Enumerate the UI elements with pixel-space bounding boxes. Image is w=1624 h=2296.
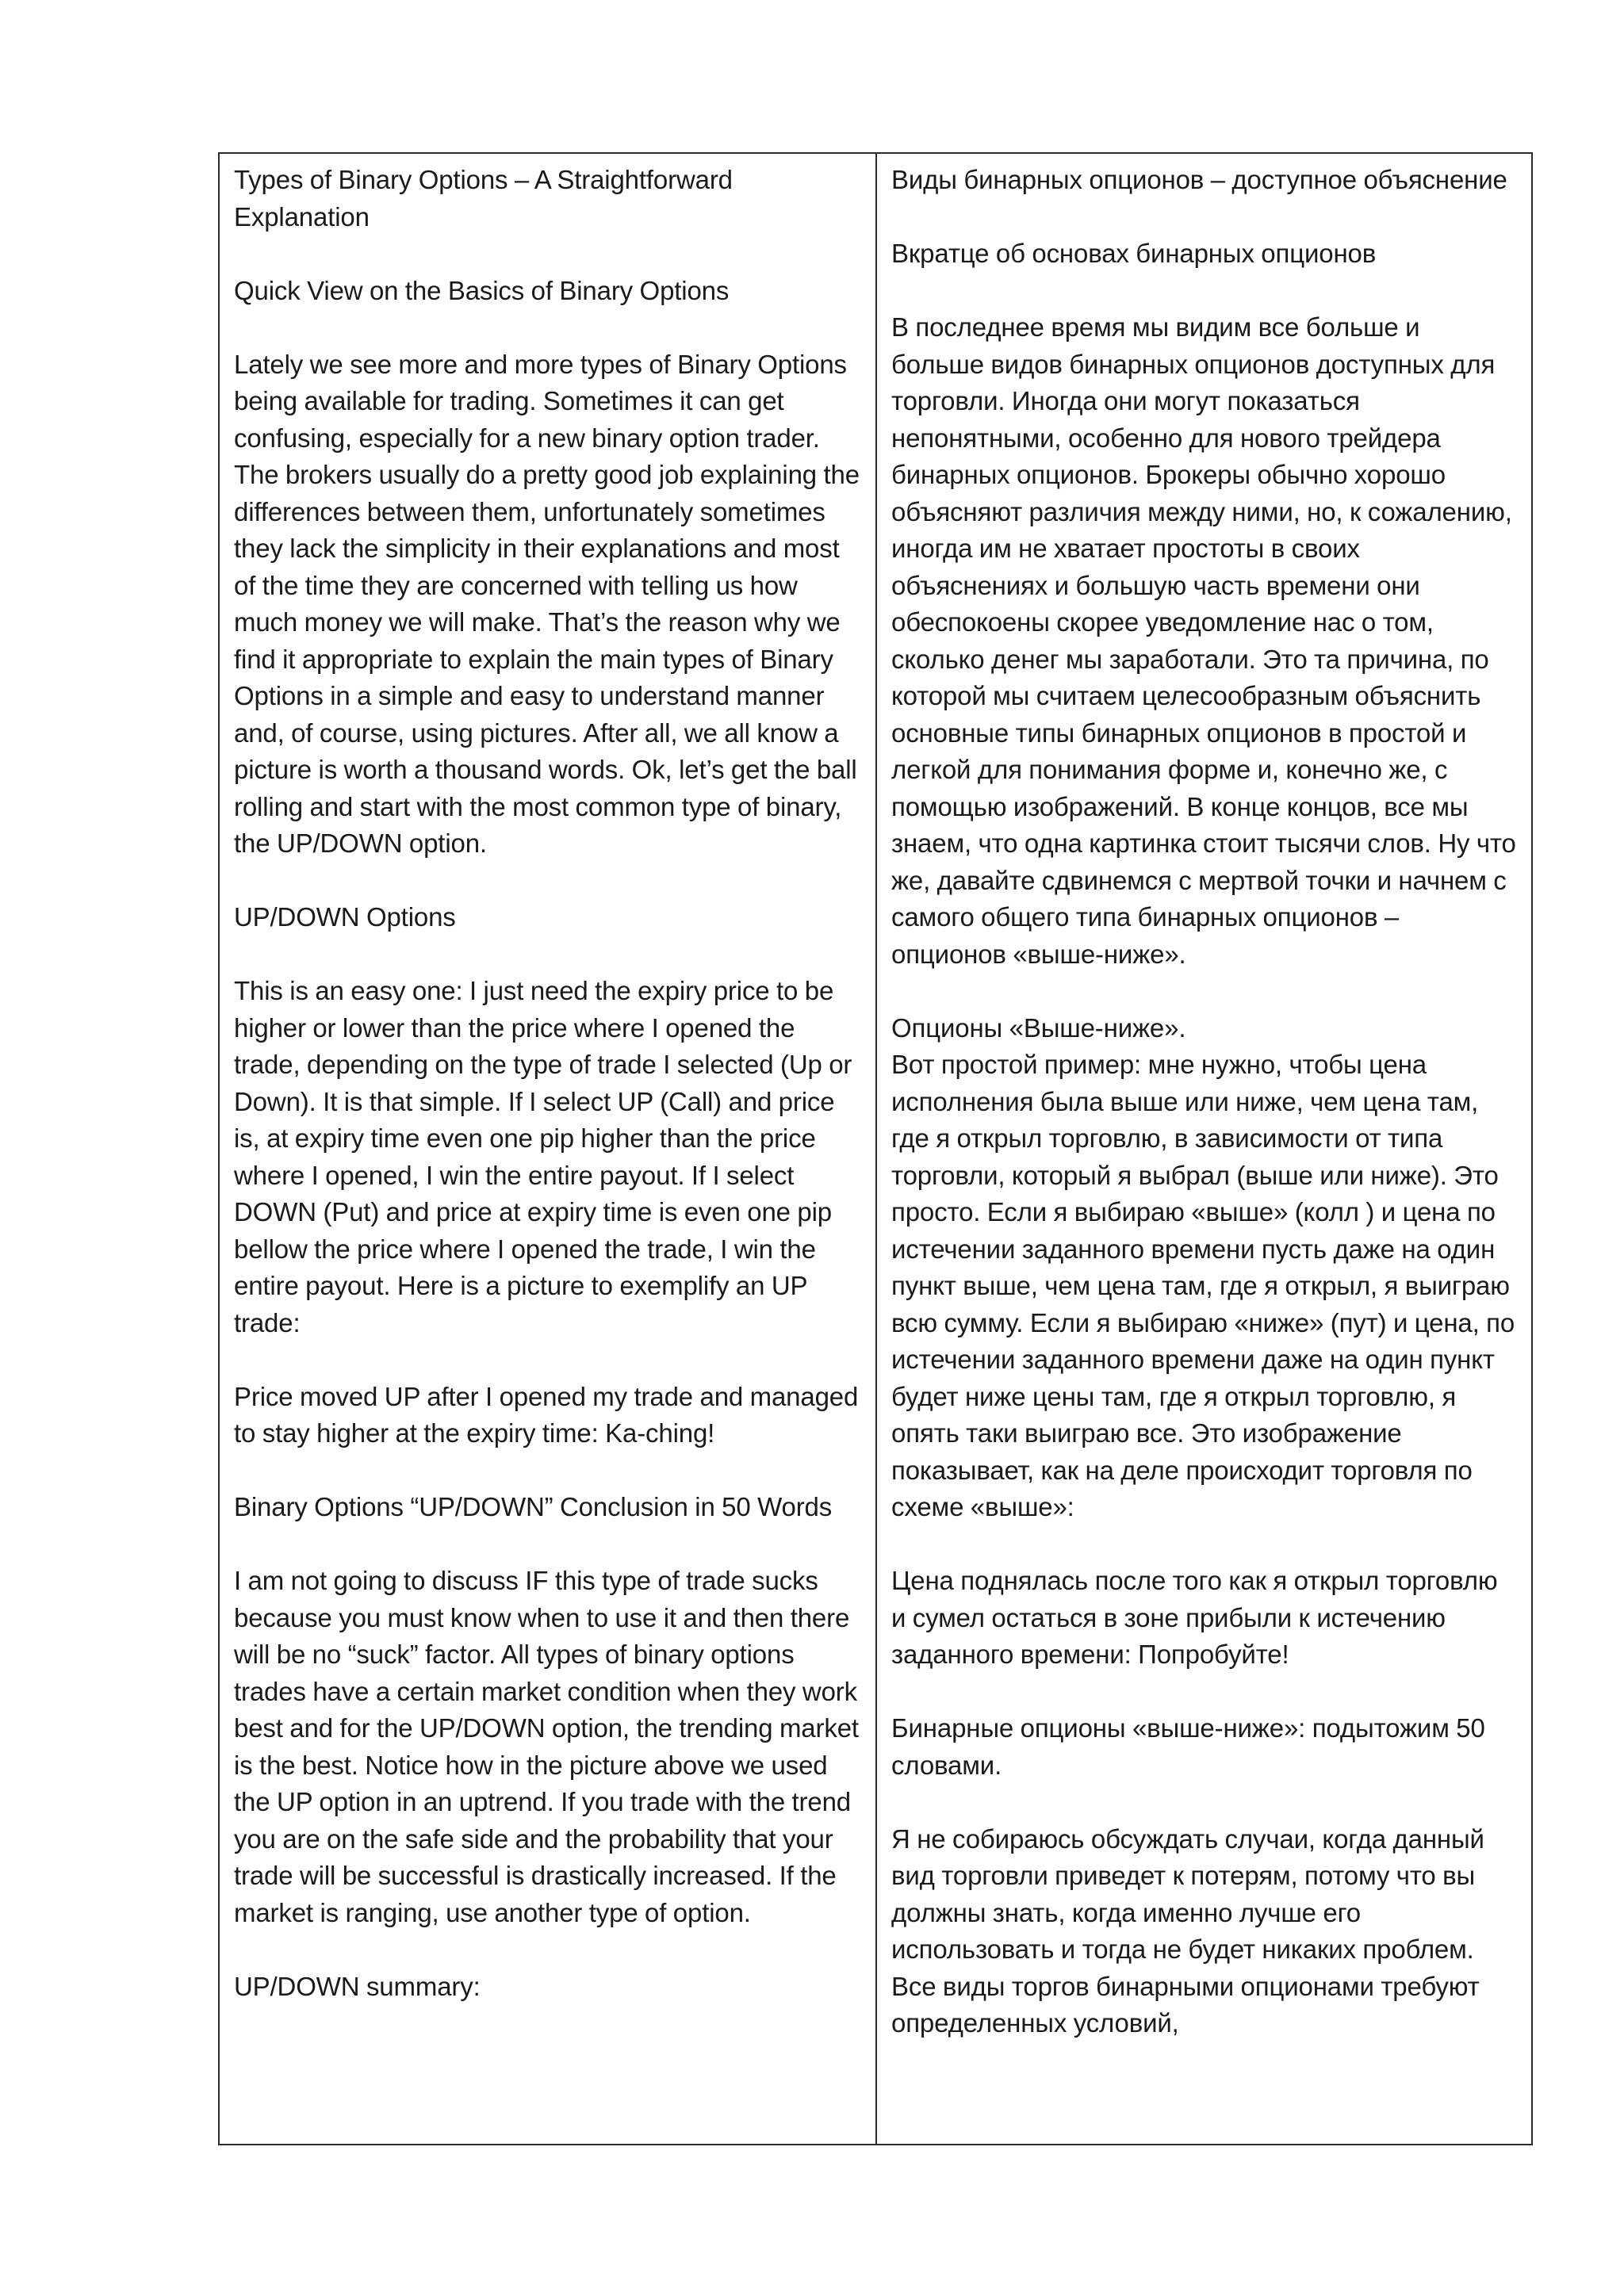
russian-picture-caption: Цена поднялась после того как я открыл торговлю и сумел остаться в зоне прибыли к истечению заданного времени: Попробуйте! bbox=[891, 1566, 1498, 1669]
english-conclusion-heading: Binary Options “UP/DOWN” Conclusion in 50 Words bbox=[234, 1492, 833, 1521]
english-summary-heading: UP/DOWN summary: bbox=[234, 1971, 481, 2001]
russian-title: Виды бинарных опционов – доступное объяснение bbox=[891, 165, 1507, 194]
english-updown-heading: UP/DOWN Options bbox=[234, 902, 456, 932]
russian-column bbox=[876, 153, 1532, 2145]
russian-updown-paragraph: Вот простой пример: мне нужно, чтобы цена исполнения была выше или ниже, чем цена там, где я открыл торговлю, в зависимости от типа торговли, который я выбрал (выше или ниже). Это просто. Если я выбираю «выше» (колл ) и цена по истечении заданного времени пусть даже на один пункт выше, чем цена там, где я открыл, я выиграю всю сумму. Если я выбираю «ниже» (пут) и цена, по истечении заданного времени даже на один пункт будет ниже цены там, где я открыл торговлю, я опять таки выиграю все. Это изображение показывает, как на деле происходит торговля по схеме «выше»: bbox=[891, 1050, 1515, 1521]
table-row bbox=[219, 153, 1532, 2145]
english-updown-paragraph: This is an easy one: I just need the expiry price to be higher or lower than the price where I opened the trade, depending on the type of trade I selected (Up or Down). It is that simple. If I select UP (Call) and price is, at expiry time even one pip higher than the price where I opened, I win the entire payout. If I select DOWN (Put) and price at expiry time is even one pip bellow the price where I opened the trade, I win the entire payout. Here is a picture to exemplify an UP trade: bbox=[234, 976, 852, 1337]
english-conclusion-paragraph: I am not going to discuss IF this type of trade sucks because you must know when to use it and then there will be no “suck” factor. All types of binary options trades have a certain market condition when they work best and for the UP/DOWN option, the trending market is the best. Notice how in the picture above we used the UP option in an uptrend. If you trade with the trend you are on the safe side and the probability that your trade will be successful is drastically increased. If the market is ranging, use another type of option. bbox=[234, 1566, 859, 1927]
russian-conclusion-paragraph: Я не собираюсь обсуждать случаи, когда данный вид торговли приведет к потерям, потому что вы должны знать, когда именно лучше его использовать и тогда не будет никаких проблем. Все виды торгов бинарными опционами требуют определенных условий, bbox=[891, 1823, 1484, 2038]
russian-subtitle: Вкратце об основах бинарных опционов bbox=[891, 239, 1377, 268]
english-title: Types of Binary Options – A Straightforward Explanation bbox=[234, 165, 733, 232]
bilingual-table bbox=[218, 152, 1533, 2145]
russian-intro-paragraph: В последнее время мы видим все больше и больше видов бинарных опционов доступных для торговли. Иногда они могут показаться непонятными, особенно для нового трейдера бинарных опционов. Брокеры обычно хорошо объясняют различия между ними, но, к сожалению, иногда им не хватает простоты в своих объяснениях и большую часть времени они обеспокоены скорее уведомление нас о том, сколько денег мы заработали. Это та причина, по которой мы считаем целесообразным объяснить основные типы бинарных опционов в простой и легкой для понимания форме и, конечно же, с помощью изображений. В конце концов, все мы знаем, что одна картинка стоит тысячи слов. Ну что же, давайте сдвинемся с мертвой точки и начнем с самого общего типа бинарных опционов – опционов «выше-ниже». bbox=[891, 312, 1516, 969]
russian-conclusion-heading: Бинарные опционы «выше-ниже»: подытожим 50 словами. bbox=[891, 1713, 1485, 1780]
english-picture-caption: Price moved UP after I opened my trade and managed to stay higher at the expiry time: Ka-ching! bbox=[234, 1381, 859, 1448]
english-subtitle: Quick View on the Basics of Binary Options bbox=[234, 275, 730, 305]
english-intro-paragraph: Lately we see more and more types of Binary Options being available for trading. Sometimes it can get confusing, especially for a new binary option trader. The brokers usually do a pretty good job explaining the differences between them, unfortunately sometimes they lack the simplicity in their explanations and most of the time they are concerned with telling us how much money we will make. That’s the reason why we find it appropriate to explain the main types of Binary Options in a simple and easy to understand manner and, of course, using pictures. After all, we all know a picture is worth a thousand words. Ok, let’s get the ball rolling and start with the most common type of binary, the UP/DOWN option. bbox=[234, 349, 860, 858]
english-column bbox=[219, 153, 876, 2145]
russian-updown-heading: Опционы «Выше-ниже». bbox=[891, 1012, 1186, 1043]
